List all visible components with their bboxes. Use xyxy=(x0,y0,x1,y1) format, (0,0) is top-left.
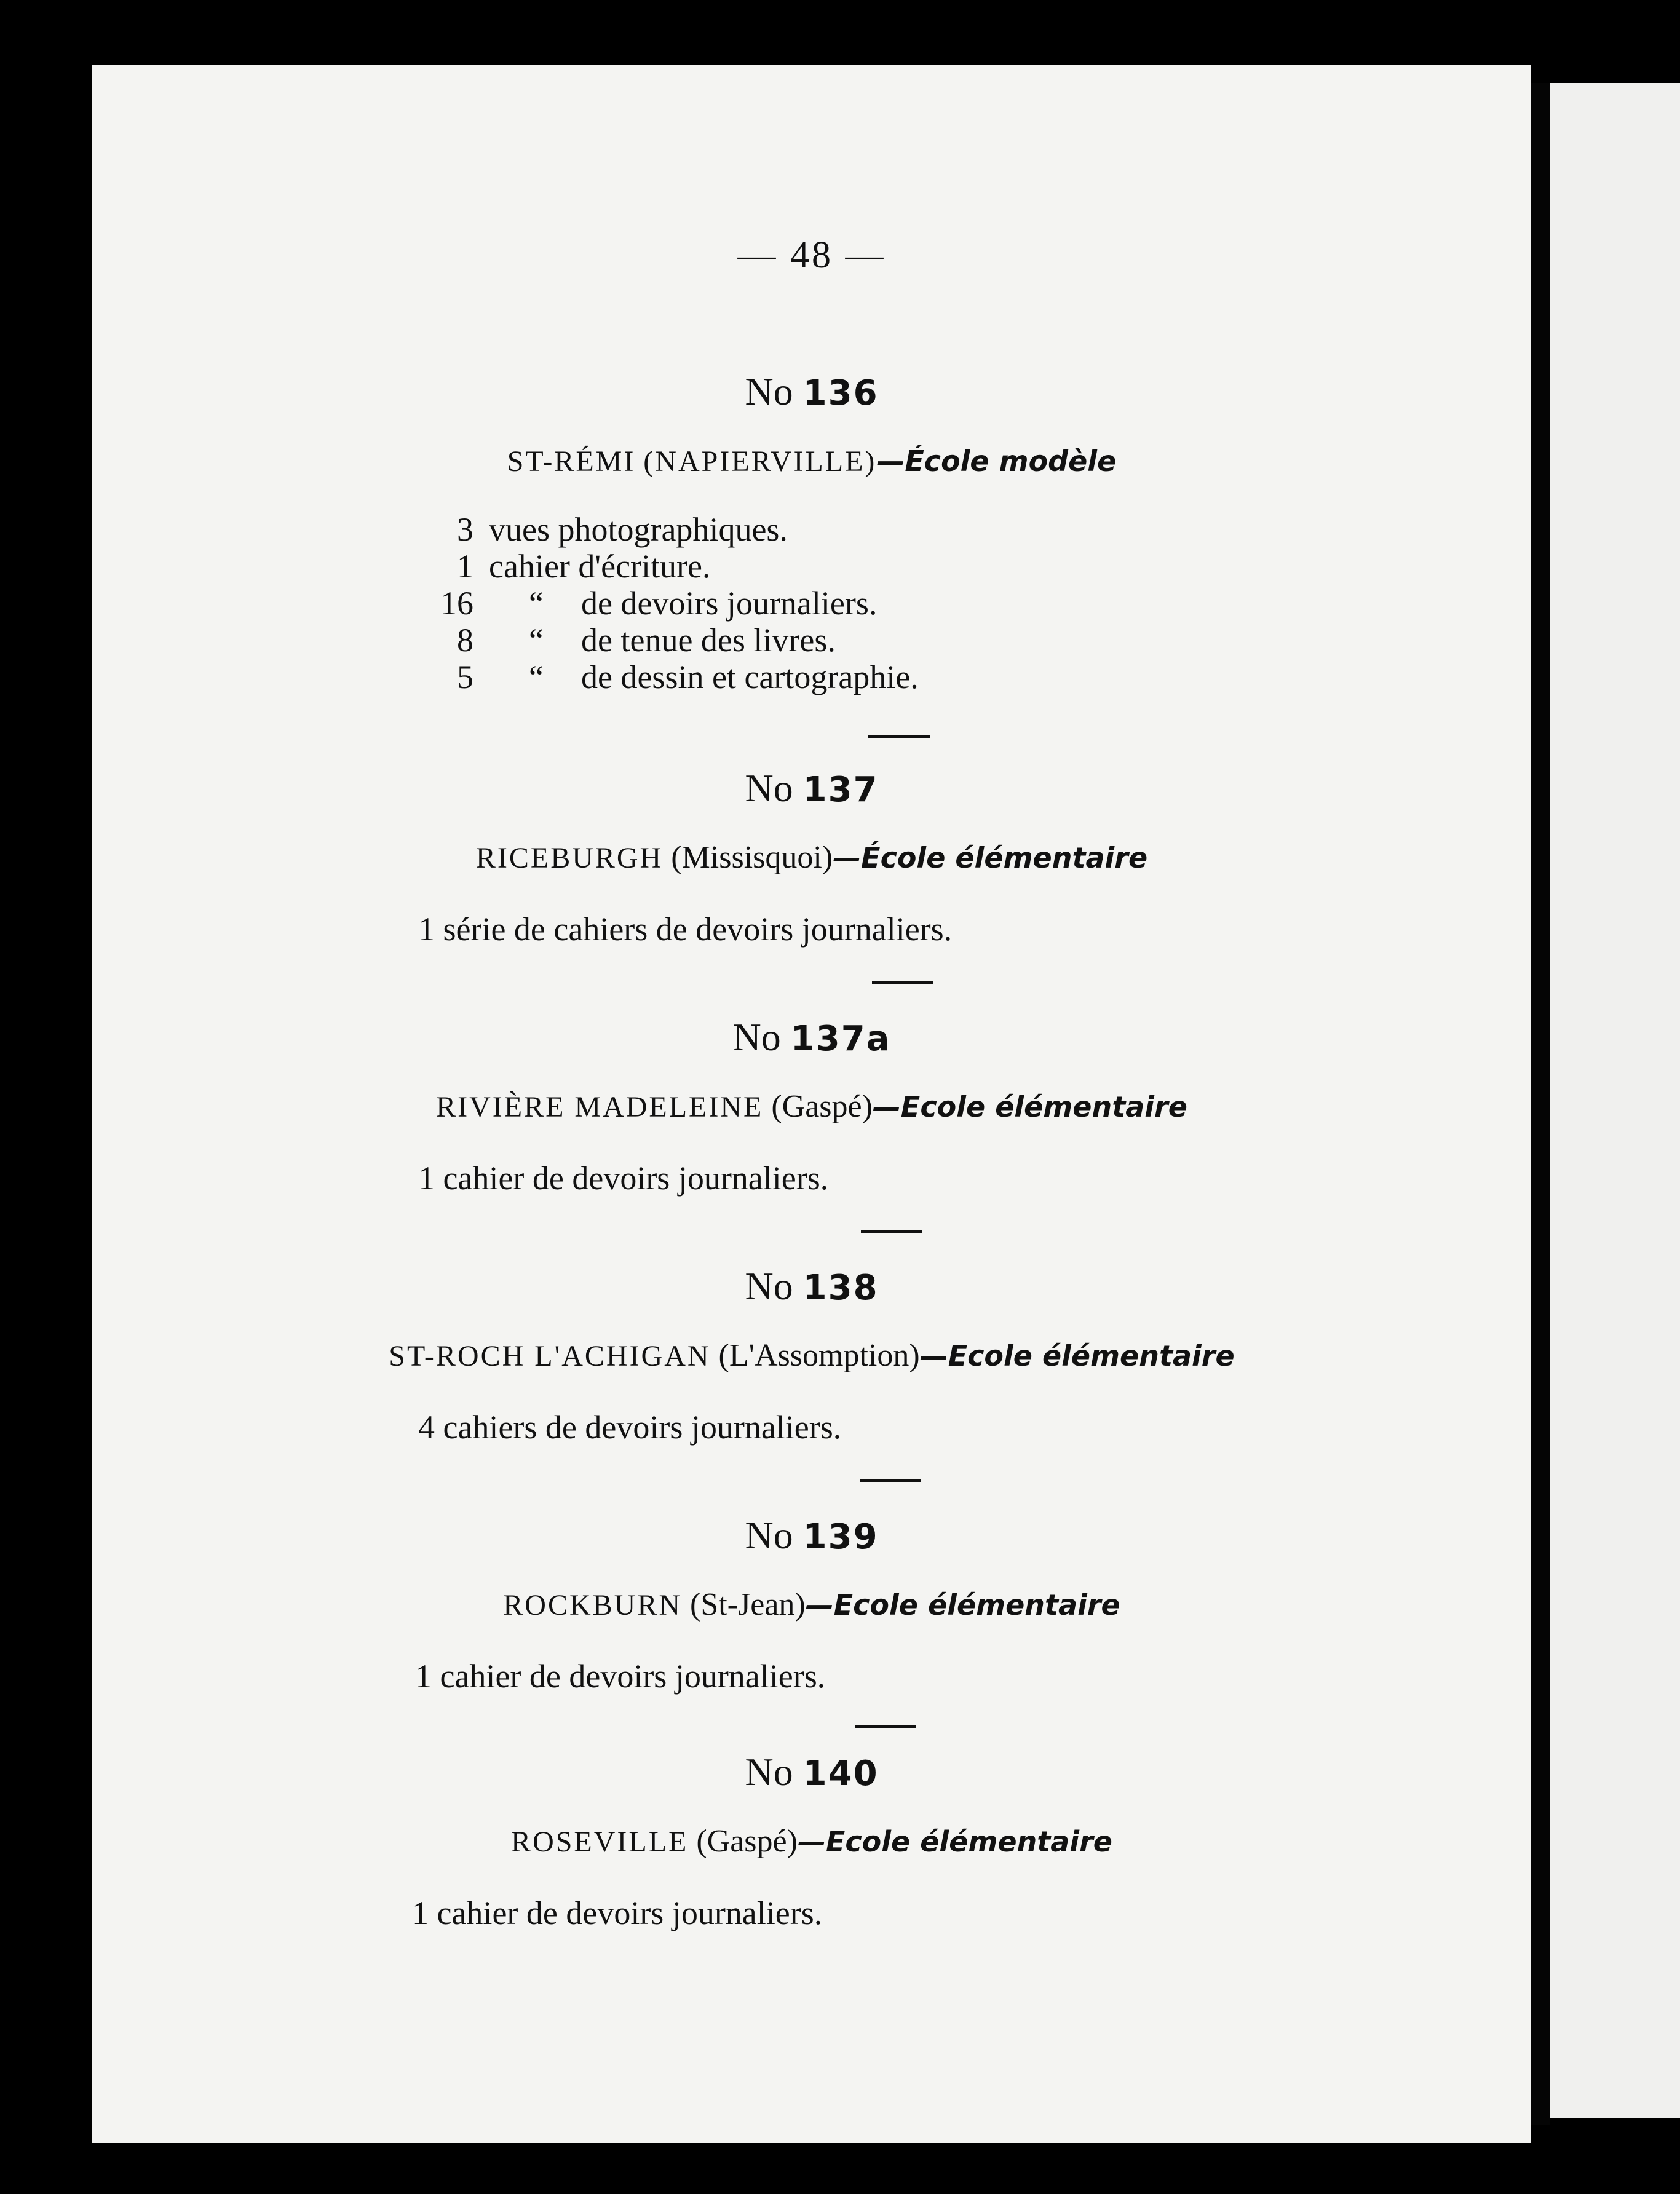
entry-heading xyxy=(92,1015,1531,1060)
entry-number: 138 xyxy=(802,1268,879,1308)
entry-line: 1 cahier de devoirs journaliers. xyxy=(418,1160,829,1197)
item-description: de tenue des livres. xyxy=(581,622,836,659)
entry-number: 137 xyxy=(802,770,879,810)
entry-location xyxy=(92,1586,1531,1623)
school-type: —Ecole élémentaire xyxy=(797,1825,1112,1858)
entry-number: 137a xyxy=(790,1019,891,1059)
item-description: de dessin et cartographie. xyxy=(581,659,919,695)
entry-prefix: No xyxy=(745,1513,793,1557)
item-description: cahier d'écriture. xyxy=(489,548,711,585)
county-name: (NAPIERVILLE) xyxy=(643,445,877,478)
county-name: (Missisquoi) xyxy=(671,840,833,875)
entry-prefix: No xyxy=(745,766,793,810)
place-name: ROSEVILLE xyxy=(511,1826,689,1858)
entry-heading xyxy=(92,766,1531,811)
place-name: ROCKBURN xyxy=(503,1589,682,1622)
county-name: (Gaspé) xyxy=(696,1824,798,1859)
entry-location xyxy=(92,1823,1531,1859)
county-name: (L'Assomption) xyxy=(718,1338,920,1373)
list-item xyxy=(418,658,1156,696)
item-description: de devoirs journaliers. xyxy=(581,585,878,622)
place-name: RIVIÈRE MADELEINE xyxy=(436,1091,764,1123)
school-type: —Ecole élémentaire xyxy=(805,1588,1120,1622)
divider xyxy=(872,981,933,984)
entry-line: 1 cahier de devoirs journaliers. xyxy=(412,1895,823,1931)
entry-prefix: No xyxy=(745,1264,793,1308)
entry-heading xyxy=(92,1513,1531,1558)
item-ditto: “ xyxy=(529,659,544,695)
county-name: (Gaspé) xyxy=(771,1089,873,1124)
list-item xyxy=(418,584,1156,622)
item-quantity: 8 xyxy=(457,622,473,659)
place-name: ST-RÉMI xyxy=(507,445,636,478)
document-page xyxy=(92,65,1531,2143)
divider xyxy=(868,735,930,738)
item-ditto: “ xyxy=(529,622,544,659)
divider xyxy=(861,1230,922,1233)
book-binding xyxy=(1531,83,1550,2125)
entry-line: 1 série de cahiers de devoirs journaliers. xyxy=(418,911,953,948)
item-quantity: 5 xyxy=(457,659,473,695)
item-quantity: 16 xyxy=(440,585,473,622)
entry-number: 140 xyxy=(802,1754,879,1794)
entry-location xyxy=(92,443,1531,479)
county-name: (St-Jean) xyxy=(690,1587,806,1622)
school-type: —Ecole élémentaire xyxy=(919,1339,1235,1372)
entry-line: 1 cahier de devoirs journaliers. xyxy=(415,1658,826,1695)
facing-page-edge xyxy=(1550,83,1680,2118)
divider xyxy=(860,1479,921,1482)
school-type: —École élémentaire xyxy=(833,841,1148,874)
entry-location xyxy=(92,1088,1531,1125)
place-name: RICEBURGH xyxy=(475,842,664,874)
item-quantity: 1 xyxy=(457,548,473,585)
entry-heading xyxy=(92,369,1531,414)
page-number: — 48 — xyxy=(737,234,886,276)
list-item xyxy=(418,547,1156,585)
entry-location xyxy=(92,1337,1531,1374)
divider xyxy=(855,1725,916,1728)
entry-location xyxy=(92,839,1531,876)
entry-prefix: No xyxy=(745,1750,793,1794)
entry-heading xyxy=(92,1749,1531,1795)
item-description: vues photographiques. xyxy=(489,511,788,548)
entry-line: 4 cahiers de devoirs journaliers. xyxy=(418,1409,842,1446)
place-name: ST-ROCH L'ACHIGAN xyxy=(389,1340,711,1372)
entry-number: 136 xyxy=(802,373,879,413)
item-quantity: 3 xyxy=(457,511,473,548)
list-item xyxy=(418,510,1156,548)
entry-heading xyxy=(92,1264,1531,1309)
entry-number: 139 xyxy=(802,1517,879,1557)
entry-prefix: No xyxy=(745,370,793,413)
page-content xyxy=(92,65,1531,2143)
school-type: —Ecole élémentaire xyxy=(872,1090,1187,1123)
item-ditto: “ xyxy=(529,585,544,622)
school-type: —École modèle xyxy=(876,445,1117,478)
entry-prefix: No xyxy=(732,1015,781,1059)
list-item xyxy=(418,621,1156,659)
